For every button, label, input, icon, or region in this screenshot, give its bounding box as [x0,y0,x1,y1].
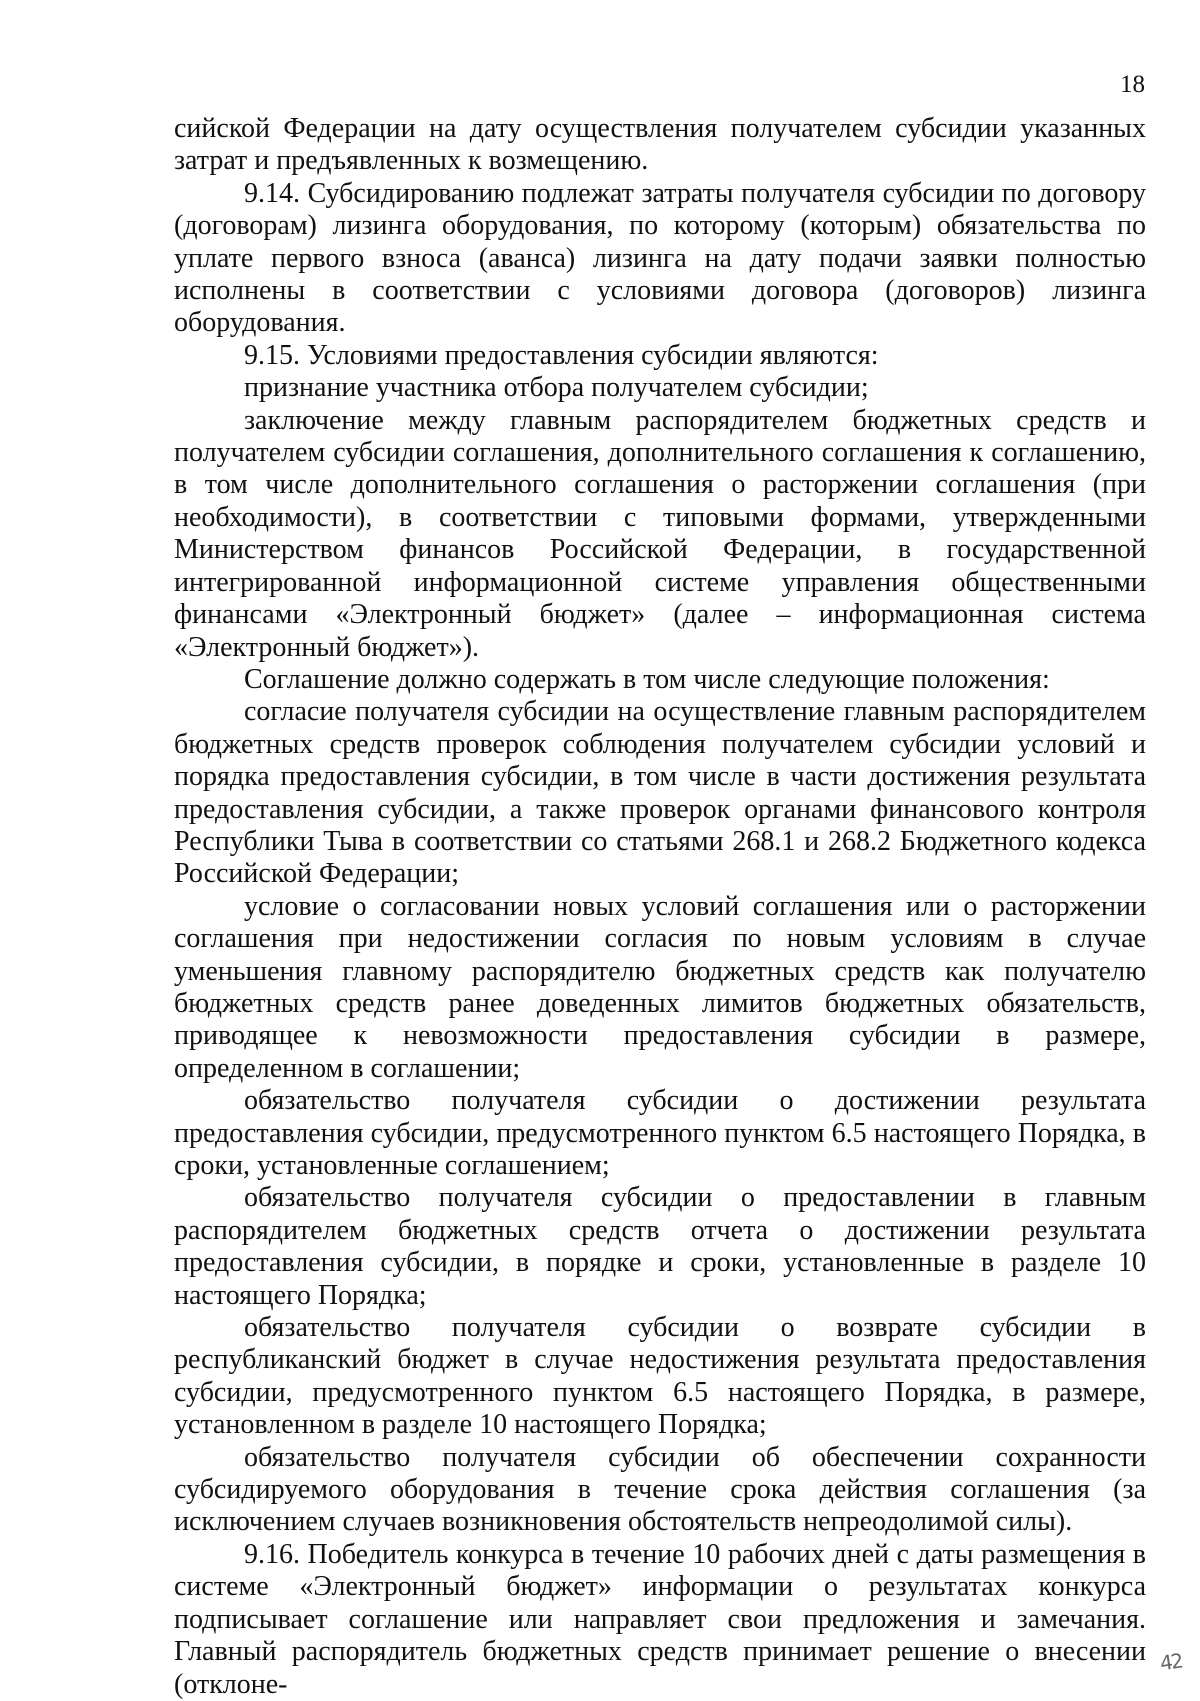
paragraph: согласие получателя субсидии на осуществление главным распорядителем бюджетных средств проверок соблюдения получателем субсидии условий и порядка предоставления субсидии, в том числе в части достижения результата предоставления субсидии, а также проверок органами финансового контроля Республики Тыва в соответствии со статьями 268.1 и 268.2 Бюджетного кодекса Российской Федерации; [174,696,1146,890]
paragraph: обязательство получателя субсидии о возврате субсидии в республиканский бюджет в случае недостижения результата предоставления субсидии, предусмотренного пунктом 6.5 настоящего Порядка, в размере, установленном в разделе 10 настоящего Порядка; [174,1312,1146,1441]
paragraph-9-16: 9.16. Победитель конкурса в течение 10 рабочих дней с даты размещения в системе «Электронный бюджет» информации о результатах конкурса подписывает соглашение или направляет свои предложения и замечания. Главный распорядитель бюджетных средств принимает решение о внесении (отклоне- [174,1538,1146,1700]
paragraph: признание участника отбора получателем субсидии; [244,372,869,404]
paragraph: обязательство получателя субсидии о предоставлении в главным распорядителем бюджетных средств отчета о достижении результата предоставления субсидии, в порядке и сроки, установленные в разделе 10 настоящего Порядка; [174,1182,1146,1311]
paragraph: заключение между главным распорядителем бюджетных средств и получателем субсидии соглашения, дополнительного соглашения к соглашению, в том числе дополнительного соглашения о расторжении соглашения (при необходимости), в соответствии с типовыми формами, утвержденными Министерством финансов Российской Федерации, в государственной интегрированной информационной системе управления общественными финансами «Электронный бюджет» (далее – информационная система «Электронный бюджет»). [174,404,1146,663]
paragraph-9-15: 9.15. Условиями предоставления субсидии являются: [244,339,879,371]
page-number: 18 [1120,71,1145,98]
handwritten-margin-mark: 42 [1158,1648,1184,1676]
paragraph: сийской Федерации на дату осуществления получателем субсидии указанных затрат и предъявленных к возмещению. [174,113,1146,177]
paragraph-9-14: 9.14. Субсидированию подлежат затраты получателя субсидии по договору (договорам) лизинга оборудования, по которому (которым) обязательства по уплате первого взноса (аванса) лизинга на дату подачи заявки полностью исполнены в соответствии с условиями договора (договоров) лизинга оборудования. [174,177,1146,339]
paragraph: условие о согласовании новых условий соглашения или о расторжении соглашения при недостижении согласия по новым условиям в случае уменьшения главному распорядителю бюджетных средств как получателю бюджетных средств ранее доведенных лимитов бюджетных обязательств, приводящее к невозможности предоставления субсидии в размере, определенном в соглашении; [174,890,1146,1084]
paragraph: обязательство получателя субсидии о достижении результата предоставления субсидии, предусмотренного пунктом 6.5 настоящего Порядка, в сроки, установленные соглашением; [174,1085,1146,1181]
document-body [174,113,1146,1701]
paragraph: Соглашение должно содержать в том числе следующие положения: [244,663,1050,695]
paragraph: обязательство получателя субсидии об обеспечении сохранности субсидируемого оборудования в течение срока действия соглашения (за исключением случаев возникновения обстоятельств непреодолимой силы). [174,1441,1146,1538]
